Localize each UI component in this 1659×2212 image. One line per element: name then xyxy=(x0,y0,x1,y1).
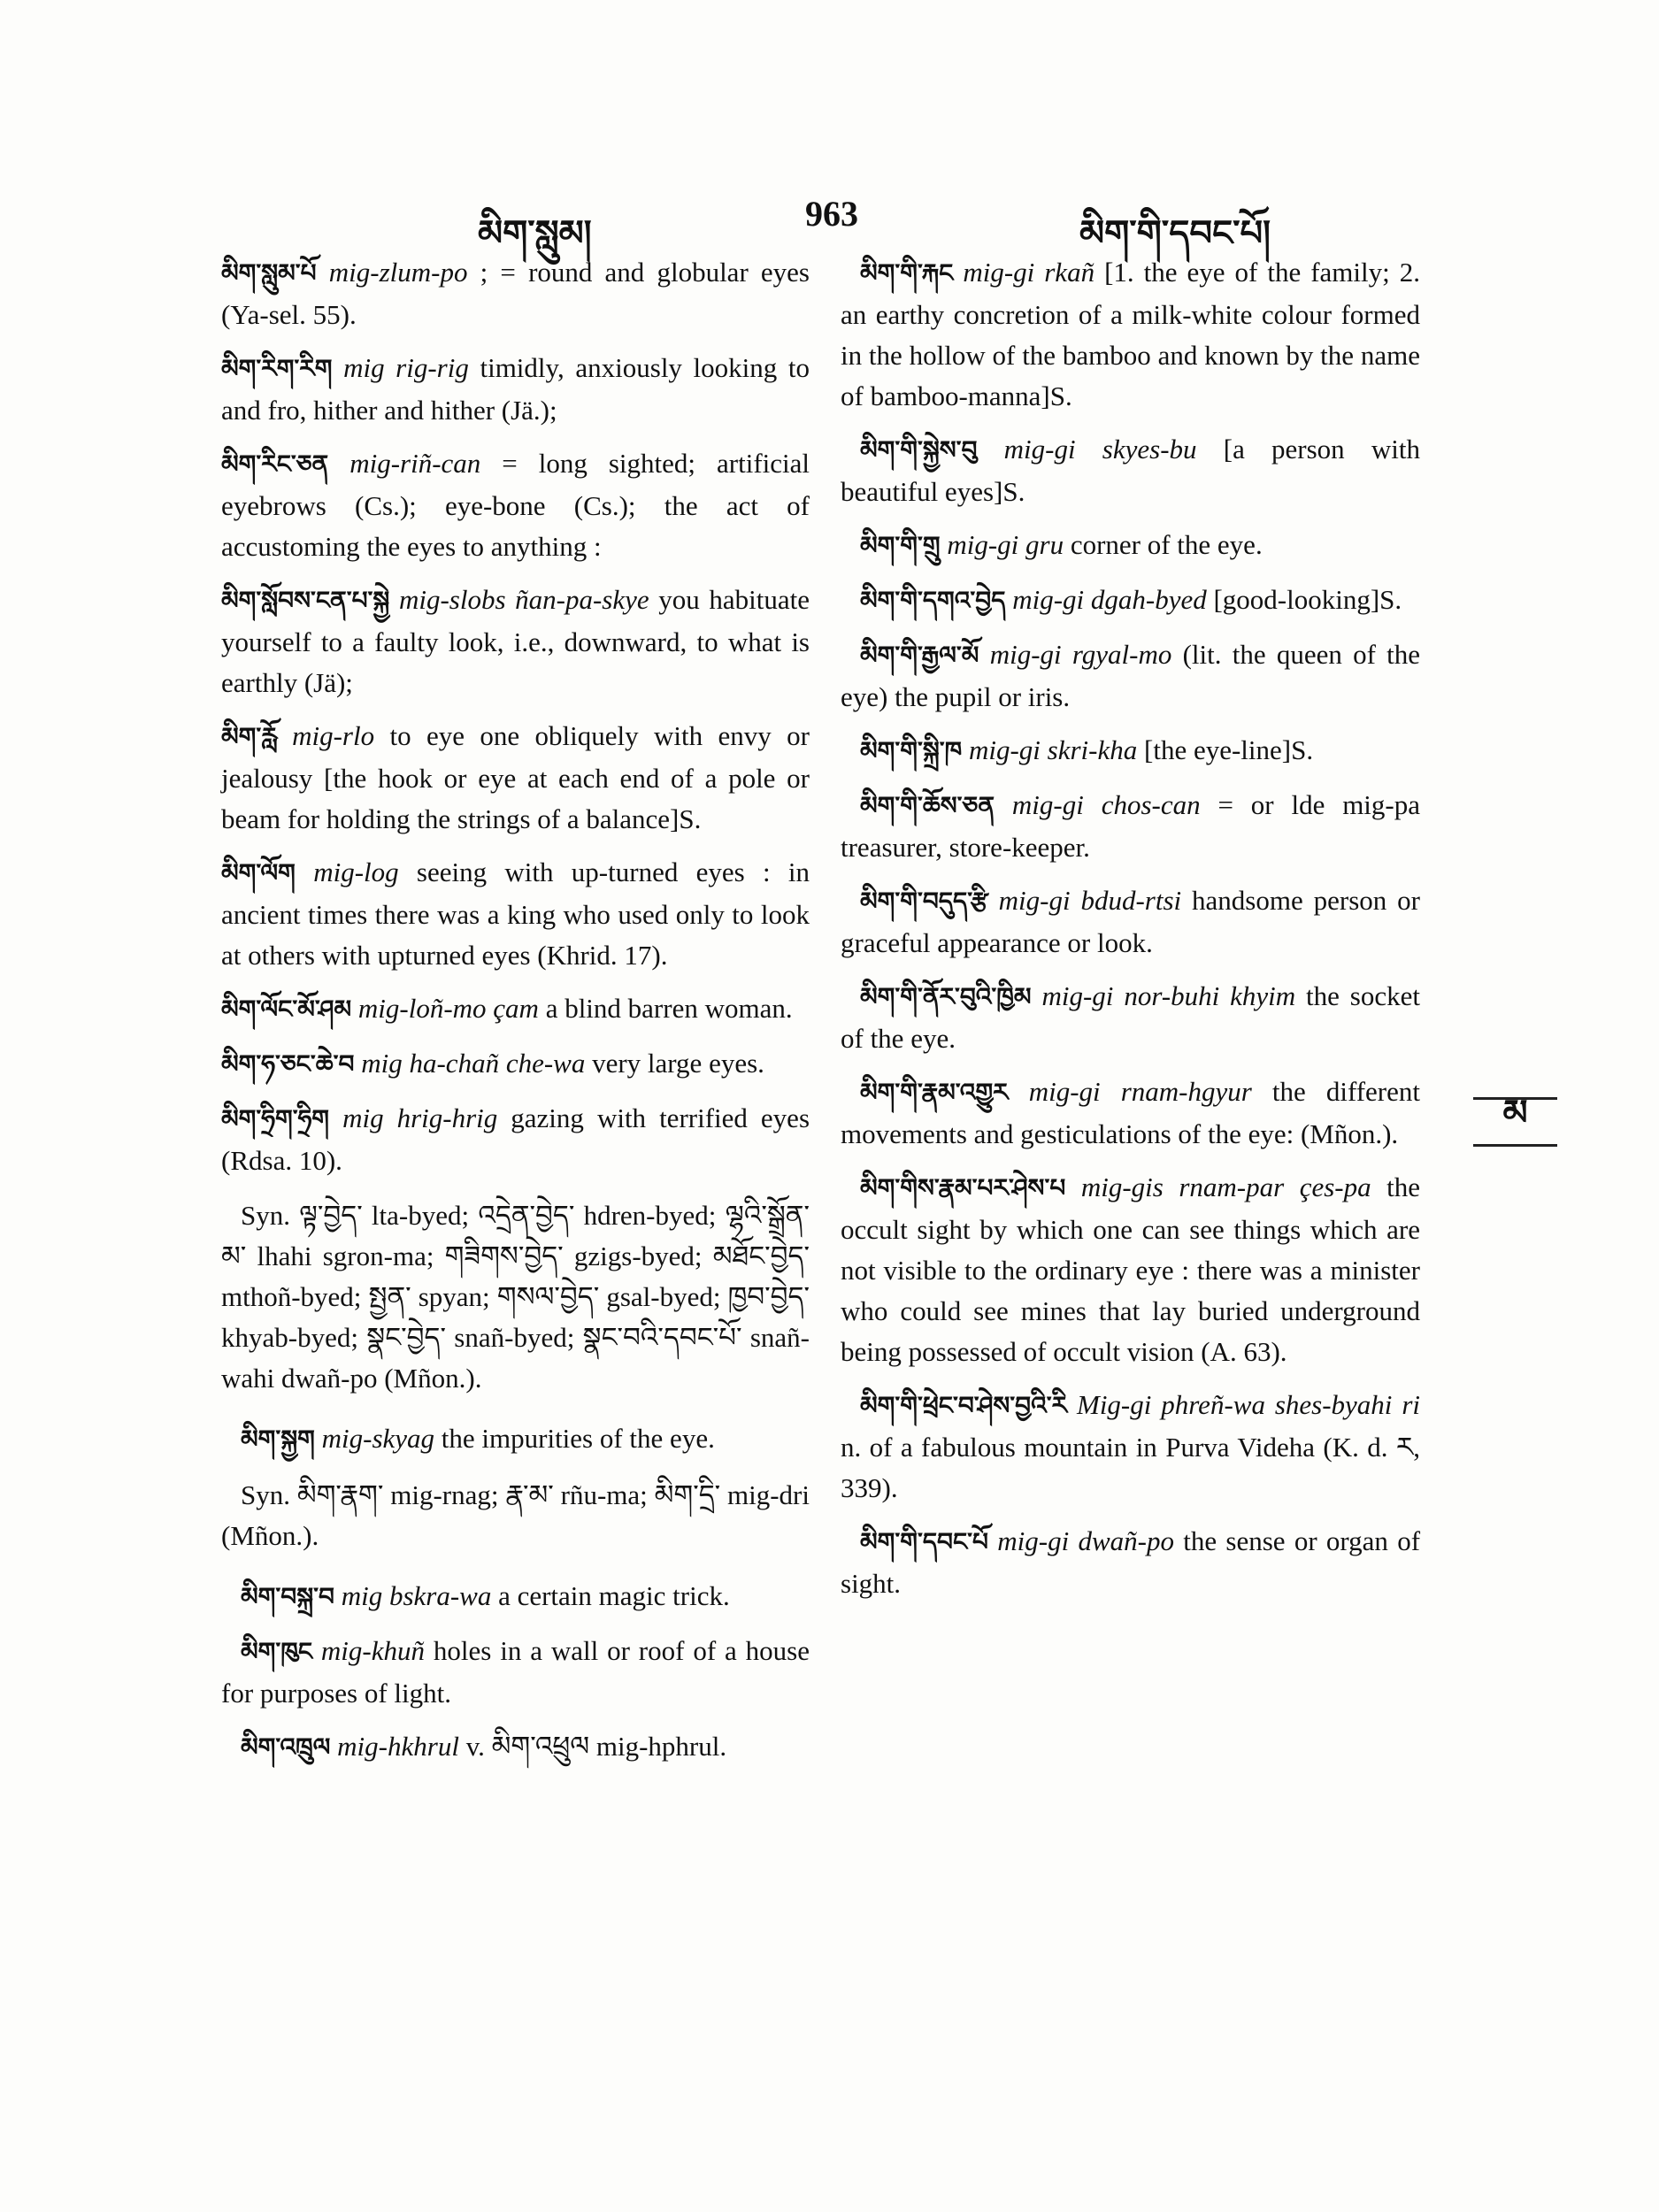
dictionary-entry xyxy=(841,252,1420,417)
dictionary-entry xyxy=(841,580,1420,622)
page-number: 963 xyxy=(805,194,858,234)
tibetan-headword: མིག་གིས་རྣམ་པར་ཤེས་པ xyxy=(860,1175,1066,1202)
definition: [the eye-line]S. xyxy=(1137,734,1314,765)
left-column xyxy=(221,252,810,1781)
transliteration: mig-riñ-can xyxy=(349,448,481,479)
tibetan-headword: མིག་འཁྲུལ xyxy=(241,1734,331,1762)
transliteration: mig-gi rnam-hgyur xyxy=(1028,1076,1252,1107)
transliteration: mig-gis rnam-par çes-pa xyxy=(1080,1171,1371,1202)
transliteration: mig-gi dgah-byed xyxy=(1012,584,1207,615)
definition: [good-looking]S. xyxy=(1206,584,1402,615)
transliteration: mig-khuñ xyxy=(320,1635,425,1666)
dictionary-entry xyxy=(841,525,1420,567)
thumb-index-tab xyxy=(1473,1092,1557,1147)
dictionary-entry xyxy=(841,634,1420,718)
dictionary-entry xyxy=(221,716,810,840)
transliteration: mig-rlo xyxy=(292,720,375,751)
tibetan-headword: མིག་གི་རྣམ་འགྱུར xyxy=(860,1079,1009,1107)
definition: timidly, anxiously looking to and fro, hither and hither (Jä.); xyxy=(221,352,810,426)
transliteration: mig bskra-wa xyxy=(341,1580,492,1611)
tibetan-headword: མིག་རིག་རིག xyxy=(221,356,333,383)
transliteration: mig-zlum-po xyxy=(328,257,468,288)
tibetan-headword: མིག་ཧྲིག་ཧྲིག xyxy=(221,1106,330,1133)
tibetan-headword: མིག་གི་སྐྱེས་བུ xyxy=(860,437,978,465)
tibetan-headword: མིག་གི་གྲུ xyxy=(860,533,941,560)
dictionary-entry xyxy=(841,785,1420,868)
definition: the occult sight by which one can see things which are not visible to the ordinary eye : there was a minister who could see mines that lay buried underground being possessed of occult vision (A. 63). xyxy=(841,1171,1421,1367)
transliteration: mig-skyag xyxy=(321,1423,435,1454)
right-column xyxy=(841,252,1420,1617)
synonyms-block: Syn. ལྟ་བྱེད་ lta-byed; འདྲེན་བྱེད་ hdren-byed; ལྷའི་སྒྲོན་མ་ lhahi sgron-ma; གཟིགས་བྱེད་ gzigs-byed; མཐོང་བྱེད་ mthoñ-byed; སྤྱན་ spyan; གསལ་བྱེད་ gsal-byed; ཁྱབ་བྱེད་ khyab-byed; སྣང་བྱེད་ snañ-byed; སྣང་བའི་དབང་པོ་ snañ-wahi dwañ-po (Mñon.). xyxy=(221,1200,810,1394)
tibetan-headword: མིག་ལོང་མོ་ཤམ xyxy=(221,996,352,1024)
tibetan-headword: མིག་གི་ཕྲེང་བ་ཤེས་བྱའི་རི xyxy=(860,1393,1068,1420)
transliteration: mig-gi rgyal-mo xyxy=(989,639,1172,670)
tibetan-headword: མིག་སྐྱག xyxy=(241,1426,315,1454)
definition: a certain magic trick. xyxy=(491,1580,730,1611)
tibetan-headword: མིག་གི་རྒྱལ་མོ xyxy=(860,642,979,670)
definition: gazing with terrified eyes (Rdsa. 10). xyxy=(221,1102,810,1176)
transliteration: mig-gi skyes-bu xyxy=(1003,434,1197,465)
dictionary-entry xyxy=(221,988,810,1031)
transliteration: mig-gi nor-buhi khyim xyxy=(1041,980,1296,1011)
dictionary-entry xyxy=(221,348,810,431)
dictionary-entry xyxy=(841,880,1420,964)
definition: holes in a wall or roof of a house for purposes of light. xyxy=(221,1635,810,1709)
dictionary-entry xyxy=(221,1418,810,1461)
definition: to eye one obliquely with envy or jealousy [the hook or eye at each end of a pole or beam for holding the strings of a balance]S. xyxy=(221,720,810,834)
thumb-index-letter: མ xyxy=(1502,1092,1528,1133)
definition: very large eyes. xyxy=(585,1048,764,1079)
dictionary-entry xyxy=(221,852,810,976)
tibetan-headword: མིག་གི་དབང་པོ xyxy=(860,1529,988,1556)
tibetan-headword: མིག་བསྐྲ་བ xyxy=(241,1584,334,1611)
dictionary-entry xyxy=(841,1521,1420,1604)
dictionary-entry xyxy=(841,1167,1420,1372)
tibetan-headword: མིག་གི་ཆོས་ཅན xyxy=(860,793,995,820)
transliteration: mig-gi skri-kha xyxy=(968,734,1138,765)
definition: handsome person or graceful appearance or look. xyxy=(841,885,1421,958)
definition: seeing with up-turned eyes : in ancient times there was a king who used only to look at others with upturned eyes (Khrid. 17). xyxy=(221,856,810,971)
definition: the sense or organ of sight. xyxy=(841,1525,1421,1599)
definition: the different movements and gesticulations of the eye: (Mñon.). xyxy=(841,1076,1420,1149)
tibetan-headword: མིག་རློ xyxy=(221,724,277,751)
dictionary-entry xyxy=(841,730,1420,772)
tibetan-headword: མིག་ཧ་ཅང་ཆེ་བ xyxy=(221,1051,355,1079)
dictionary-entry xyxy=(841,429,1420,512)
transliteration: mig rig-rig xyxy=(343,352,469,383)
tibetan-headword: མིག་གི་སྐྲི་ཁ xyxy=(860,738,963,765)
definition: you habituate yourself to a faulty look, i.e., downward, to what is earthly (Jä); xyxy=(221,584,810,698)
transliteration: mig-gi rkañ xyxy=(963,257,1095,288)
definition: a blind barren woman. xyxy=(538,993,793,1024)
tibetan-headword: མིག་གི་ནོར་བུའི་ཁྱིམ xyxy=(860,984,1032,1011)
tibetan-headword: མིག་ཁུང xyxy=(241,1639,313,1666)
left-headword: མིག་སླུམ། xyxy=(478,213,592,253)
tibetan-headword: མིག་གི་བདུད་རྩི xyxy=(860,888,988,916)
definition: v. མིག་འཕྲུལ mig-hphrul. xyxy=(458,1731,727,1762)
right-headword: མིག་གི་དབང་པོ། xyxy=(1079,213,1271,253)
tibetan-headword: མིག་སློབས་ངན་པ་སྐྱེ xyxy=(221,588,390,615)
tibetan-headword: མིག་སླུམ་པོ xyxy=(221,260,317,288)
dictionary-entry xyxy=(221,1576,810,1618)
synonyms-block: Syn. མིག་རྣག་ mig-rnag; རྣ་མ་ rñu-ma; མིག་དྲི་ mig-dri (Mñon.). xyxy=(221,1479,810,1551)
tibetan-headword: མིག་ལོག xyxy=(221,860,296,887)
dictionary-entry xyxy=(221,443,810,567)
transliteration: mig-gi bdud-rtsi xyxy=(998,885,1182,916)
definition: n. of a fabulous mountain in Purva Videha (K. d. ར, 339). xyxy=(841,1432,1420,1503)
tibetan-headword: མིག་གི་རྐང xyxy=(860,260,954,288)
transliteration: Mig-gi phreñ-wa shes-byahi ri xyxy=(1077,1389,1420,1420)
dictionary-entry xyxy=(221,252,810,335)
definition: the impurities of the eye. xyxy=(434,1423,715,1454)
dictionary-entry xyxy=(221,1726,810,1769)
definition: [1. the eye of the family; 2. an earthy concretion of a milk-white colour formed in the hollow of the bamboo and known by the name of bamboo-manna]S. xyxy=(841,257,1420,411)
transliteration: mig-gi chos-can xyxy=(1011,789,1201,820)
dictionary-entry xyxy=(841,1071,1420,1155)
definition: the socket of the eye. xyxy=(841,980,1420,1054)
transliteration: mig-slobs ñan-pa-skye xyxy=(398,584,649,615)
transliteration: mig-gi dwañ-po xyxy=(997,1525,1174,1556)
tibetan-headword: མིག་གི་དགའ་བྱེད xyxy=(860,588,1006,615)
dictionary-entry xyxy=(221,580,810,703)
dictionary-entry xyxy=(221,1631,810,1714)
transliteration: mig-loñ-mo çam xyxy=(357,993,539,1024)
definition: [a person with beautiful eyes]S. xyxy=(841,434,1420,507)
definition: corner of the eye. xyxy=(1064,529,1263,560)
definition: ; = round and globular eyes (Ya-sel. 55). xyxy=(221,257,810,330)
definition: = long sighted; artificial eyebrows (Cs.); eye-bone (Cs.); the act of accustoming the eyes to anything : xyxy=(221,448,810,562)
dictionary-entry xyxy=(841,976,1420,1059)
dictionary-entry xyxy=(841,1385,1420,1509)
tibetan-headword: མིག་རིང་ཅན xyxy=(221,451,329,479)
transliteration: mig-gi gru xyxy=(947,529,1064,560)
running-header xyxy=(221,193,1425,253)
definition: (lit. the queen of the eye) the pupil or iris. xyxy=(841,639,1421,712)
dictionary-entry xyxy=(221,1043,810,1086)
dictionary-entry xyxy=(221,1098,810,1181)
transliteration: mig ha-chañ che-wa xyxy=(361,1048,586,1079)
transliteration: mig-hkhrul xyxy=(337,1731,459,1762)
definition: = or lde mig-pa treasurer, store-keeper. xyxy=(841,789,1421,863)
transliteration: mig hrig-hrig xyxy=(342,1102,498,1133)
transliteration: mig-log xyxy=(313,856,399,887)
